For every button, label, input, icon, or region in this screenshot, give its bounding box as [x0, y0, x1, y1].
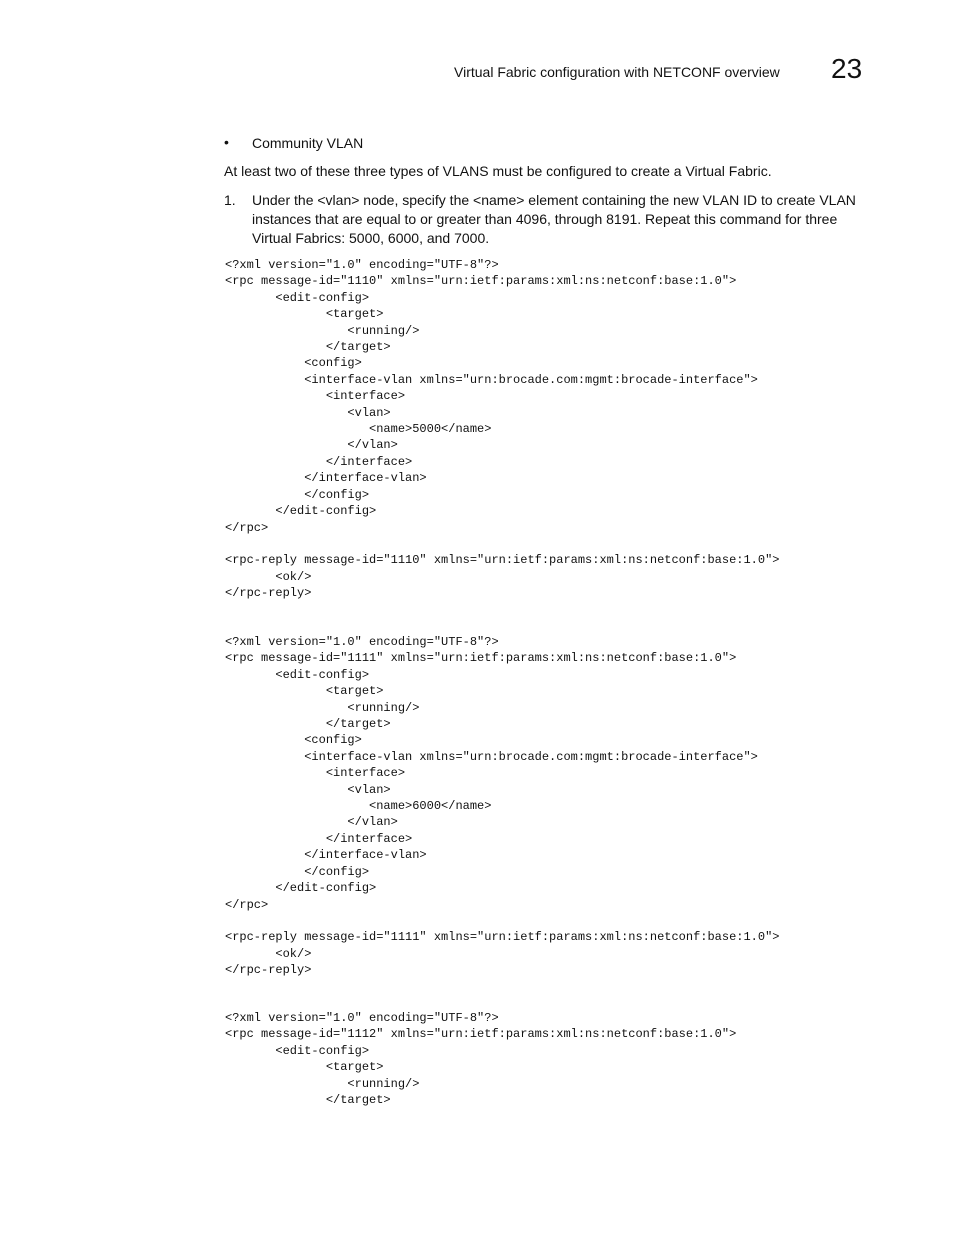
step-text: Under the <vlan> node, specify the <name> element containing the new VLAN ID to create VLAN instances that are equal to or greater than 4096, through 8191. Repeat this command for three Virtual Fabrics: 5000, 6000, and 7000. [252, 192, 856, 246]
code-block-vlan-5000: <?xml version="1.0" encoding="UTF-8"?> <rpc message-id="1110" xmlns="urn:ietf:params:xml:ns:netconf:base:1.0"> <edit-config> <target> <running/> </target> <config> <interface-vlan xmlns="urn:brocade.com:mgmt:brocade-interface"> <interface> <vlan> <name>5000</name> </vlan> </interface> </interface-vlan> </config> </edit-config> </rpc> <rpc-reply message-id="1110" xmlns="urn:ietf:params:xml:ns:netconf:base:1.0"> <ok/> </rpc-reply> [225, 258, 780, 601]
step-number: 1. [224, 192, 236, 208]
intro-paragraph: At least two of these three types of VLANS must be configured to create a Virtual Fabric. [224, 163, 772, 179]
bullet-symbol: • [224, 134, 229, 150]
code-block-vlan-7000: <?xml version="1.0" encoding="UTF-8"?> <rpc message-id="1112" xmlns="urn:ietf:params:xml:ns:netconf:base:1.0"> <edit-config> <target> <running/> </target> [225, 1011, 737, 1108]
header-title: Virtual Fabric configuration with NETCONF overview [454, 64, 780, 80]
chapter-number: 23 [831, 53, 863, 84]
code-block-vlan-6000: <?xml version="1.0" encoding="UTF-8"?> <rpc message-id="1111" xmlns="urn:ietf:params:xml:ns:netconf:base:1.0"> <edit-config> <target> <running/> </target> <config> <interface-vlan xmlns="urn:brocade.com:mgmt:brocade-interface"> <interface> <vlan> <name>6000</name> </vlan> </interface> </interface-vlan> </config> </edit-config> </rpc> <rpc-reply message-id="1111" xmlns="urn:ietf:params:xml:ns:netconf:base:1.0"> <ok/> </rpc-reply> [225, 635, 780, 978]
bullet-text: Community VLAN [252, 135, 364, 151]
